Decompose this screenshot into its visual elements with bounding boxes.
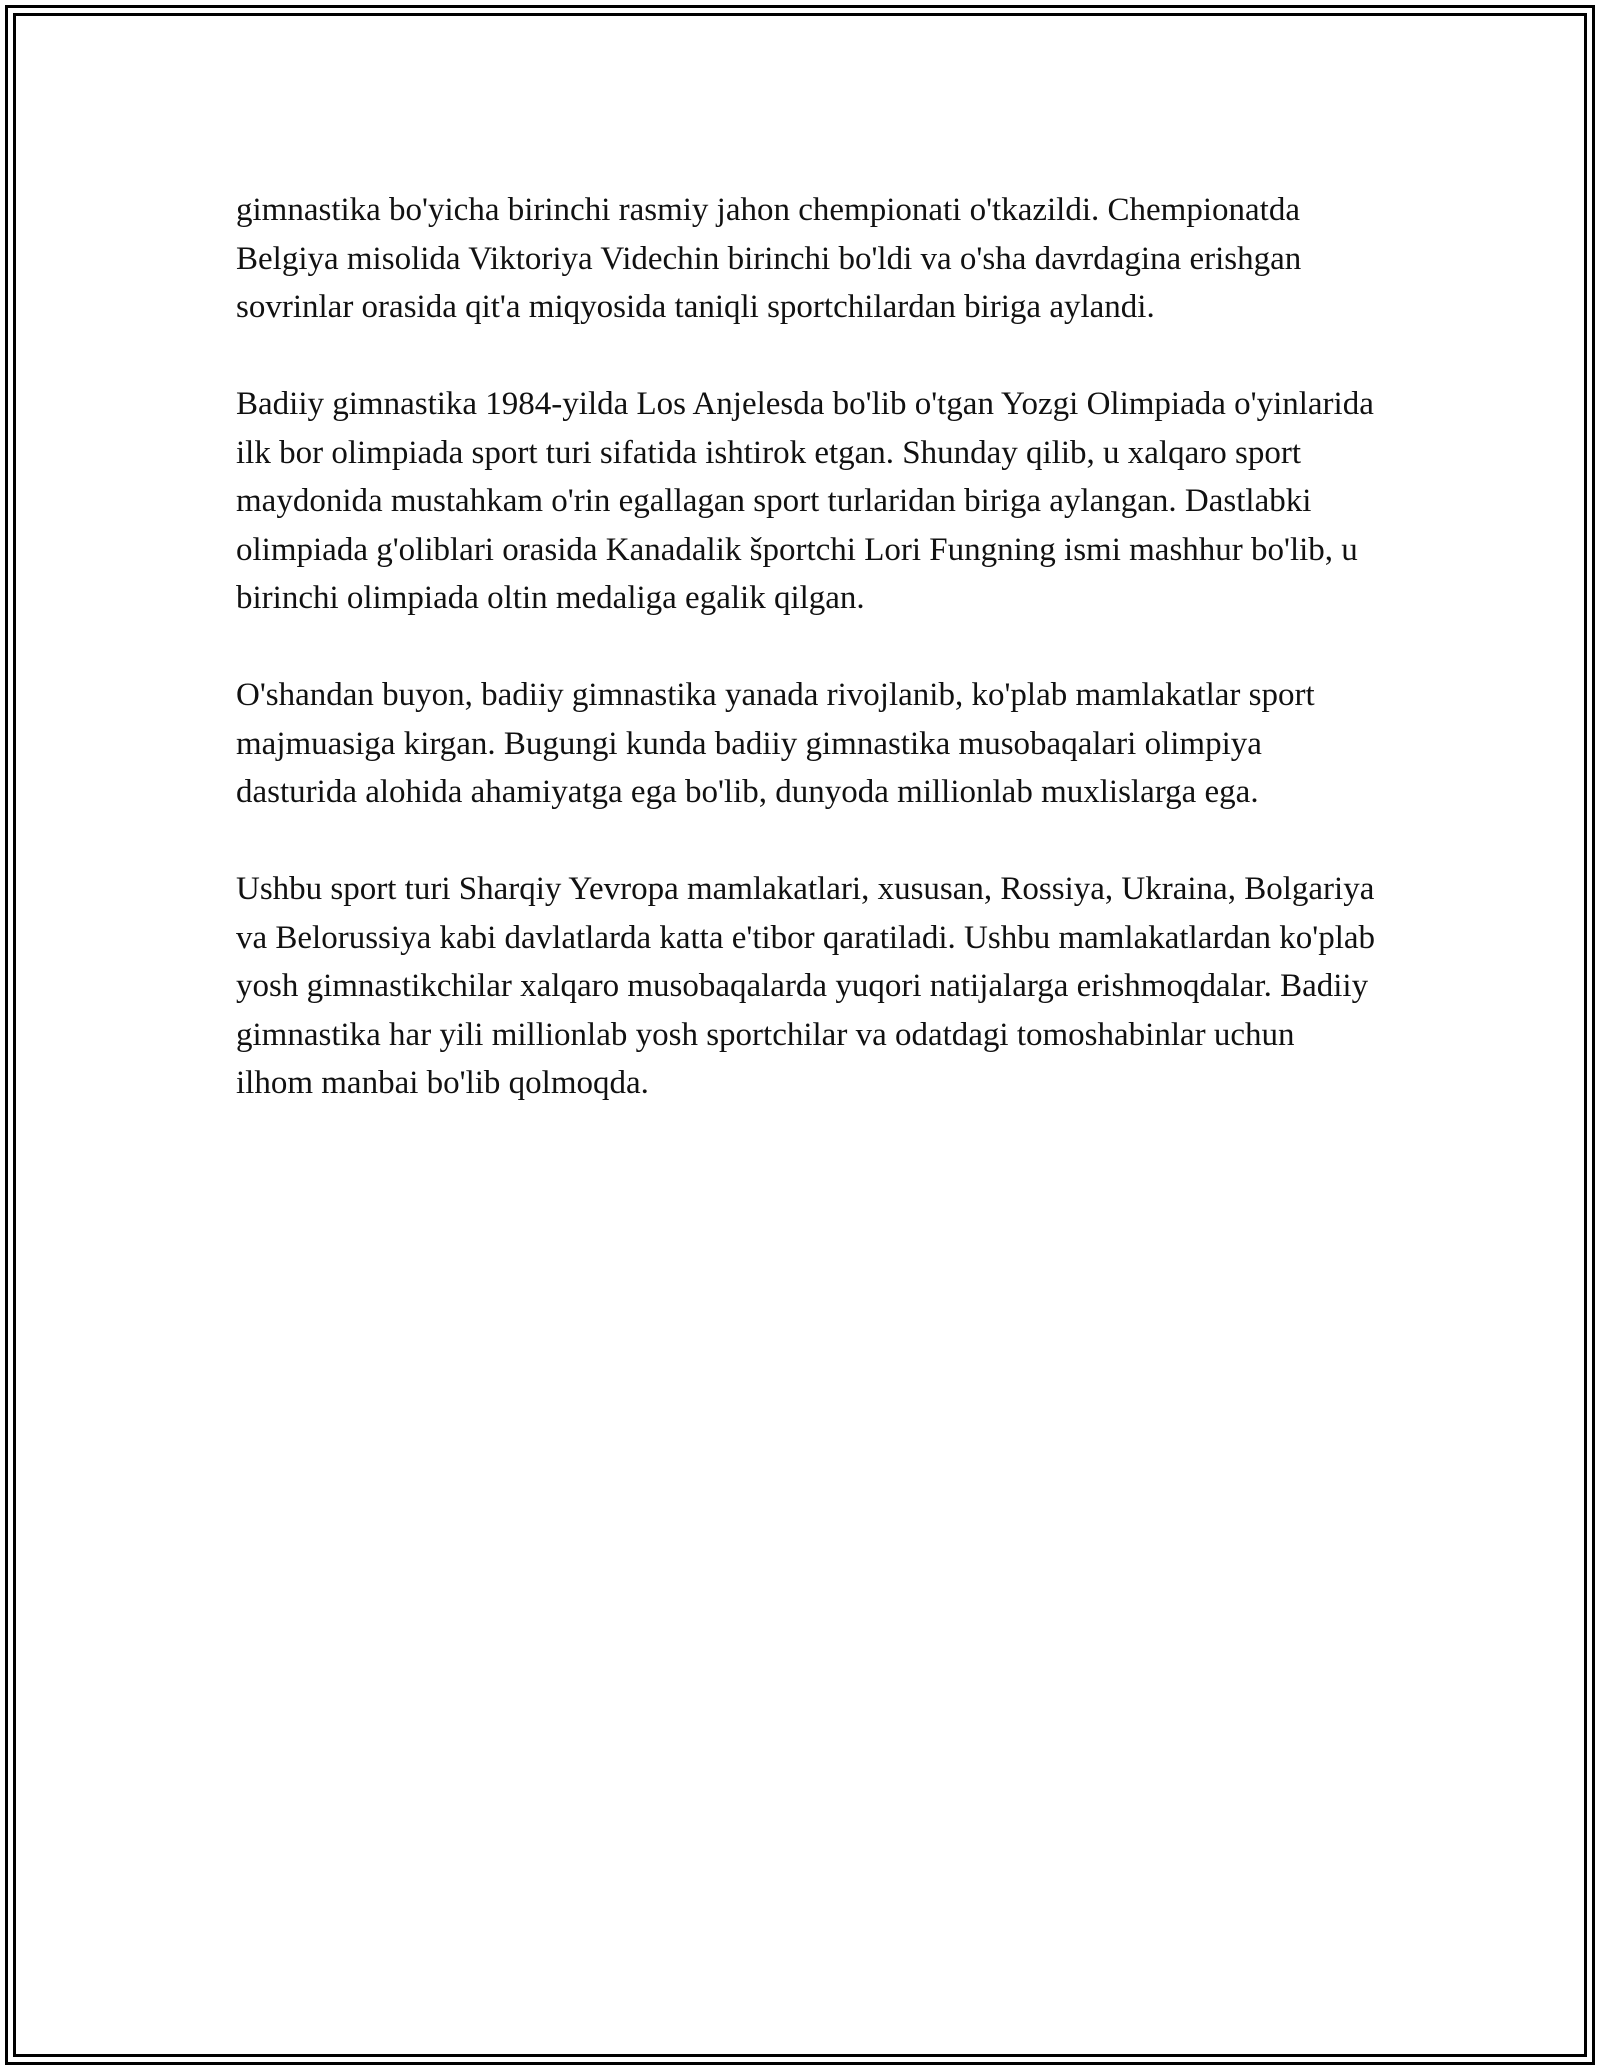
paragraph-3: O'shandan buyon, badiiy gimnastika yanada rivojlanib, ko'plab mamlakatlar sport majmuasiga kirgan. Bugungi kunda badiiy gimnastika musobaqalari olimpiya dasturida alohida ahamiyatga ega bo'lib, dunyoda millionlab muxlislarga ega. [236, 677, 1315, 810]
paragraph-4: Ushbu sport turi Sharqiy Yevropa mamlakatlari, xususan, Rossiya, Ukraina, Bolgariya va Belorussiya kabi davlatlarda katta e'tibor qaratiladi. Ushbu mamlakatlardan ko'plab yosh gimnastikchilar xalqaro musobaqalarda yuqori natijalarga erishmoqdalar. Badiiy gimnastika har yili millionlab yosh sportchilar va odatdagi tomoshabinlar uchun ilhom manbai bo'lib qolmoqda. [236, 871, 1376, 1101]
paragraph-2: Badiiy gimnastika 1984-yilda Los Anjelesda bo'lib o'tgan Yozgi Olimpiada o'yinlarida ilk bor olimpiada sport turi sifatida ishtirok etgan. Shunday qilib, u xalqaro sport maydonida mustahkam o'rin egallagan sport turlaridan biriga aylangan. Dastlabki olimpiada g'oliblari orasida Kanadalik športchi Lori Fungning ismi mashhur bo'lib, u birinchi olimpiada oltin medaliga egalik qilgan. [236, 386, 1374, 616]
document-body [236, 186, 1376, 1156]
paragraph-1: gimnastika bo'yicha birinchi rasmiy jahon chempionati o'tkazildi. Chempionatda Belgiya misolida Viktoriya Videchin birinchi bo'ldi va o'sha davrdagina erishgan sovrinlar orasida qit'a miqyosida taniqli sportchilardan biriga aylandi. [236, 192, 1302, 325]
